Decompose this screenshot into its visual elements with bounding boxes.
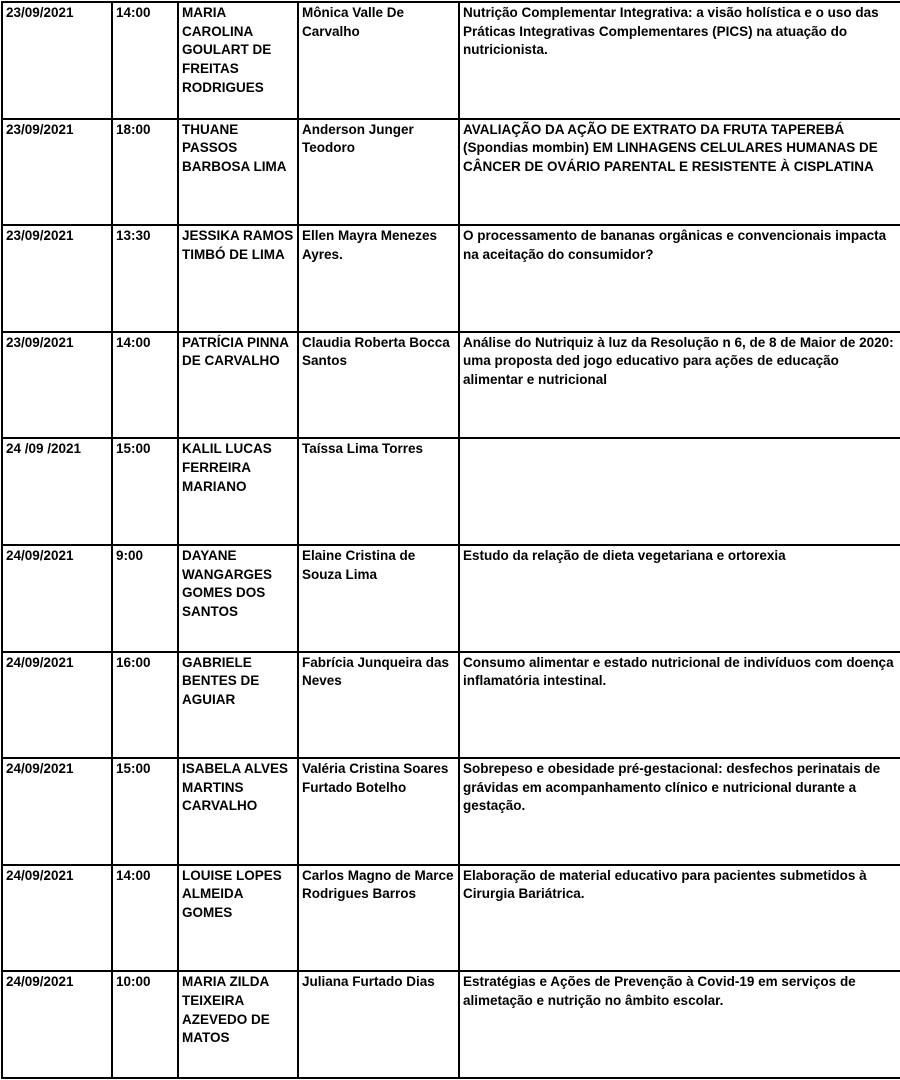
- cell-student-name: JESSIKA RAMOS TIMBÓ DE LIMA: [178, 225, 298, 332]
- cell-time: 13:30: [112, 225, 178, 332]
- cell-student-name: LOUISE LOPES ALMEIDA GOMES: [178, 865, 298, 972]
- cell-date: 24 /09 /2021: [2, 438, 112, 545]
- cell-student-name: DAYANE WANGARGES GOMES DOS SANTOS: [178, 545, 298, 652]
- table-row: [2, 545, 900, 652]
- cell-advisor-name: Valéria Cristina Soares Furtado Botelho: [298, 758, 459, 865]
- cell-student-name: MARIA CAROLINA GOULART DE FREITAS RODRIGUES: [178, 2, 298, 119]
- defense-schedule-table: [1, 1, 900, 1079]
- cell-time: 9:00: [112, 545, 178, 652]
- cell-date: 24/09/2021: [2, 545, 112, 652]
- table-row: [2, 652, 900, 759]
- cell-student-name: PATRÍCIA PINNA DE CARVALHO: [178, 332, 298, 439]
- cell-date: 24/09/2021: [2, 971, 112, 1078]
- table-row: [2, 225, 900, 332]
- cell-date: 24/09/2021: [2, 652, 112, 759]
- cell-work-title: Estudo da relação de dieta vegetariana e ortorexia: [459, 545, 900, 652]
- table-row: [2, 971, 900, 1078]
- cell-time: 15:00: [112, 438, 178, 545]
- cell-work-title: [459, 438, 900, 545]
- table-row: [2, 758, 900, 865]
- cell-time: 15:00: [112, 758, 178, 865]
- cell-work-title: Sobrepeso e obesidade pré-gestacional: desfechos perinatais de grávidas em acompanhamento clínico e nutricional durante a gestação.: [459, 758, 900, 865]
- cell-work-title: Elaboração de material educativo para pacientes submetidos à Cirurgia Bariátrica.: [459, 865, 900, 972]
- cell-student-name: MARIA ZILDA TEIXEIRA AZEVEDO DE MATOS: [178, 971, 298, 1078]
- cell-date: 23/09/2021: [2, 225, 112, 332]
- cell-work-title: AVALIAÇÃO DA AÇÃO DE EXTRATO DA FRUTA TAPEREBÁ (Spondias mombin) EM LINHAGENS CELULARES HUMANAS DE CÂNCER DE OVÁRIO PARENTAL E RESISTENTE À CISPLATINA: [459, 119, 900, 226]
- cell-work-title: Análise do Nutriquiz à luz da Resolução n 6, de 8 de Maior de 2020: uma proposta ded jogo educativo para ações de educação alimentar e nutricional: [459, 332, 900, 439]
- cell-student-name: KALIL LUCAS FERREIRA MARIANO: [178, 438, 298, 545]
- cell-time: 18:00: [112, 119, 178, 226]
- table-row: [2, 438, 900, 545]
- cell-advisor-name: Claudia Roberta Bocca Santos: [298, 332, 459, 439]
- cell-advisor-name: Elaine Cristina de Souza Lima: [298, 545, 459, 652]
- cell-time: 10:00: [112, 971, 178, 1078]
- cell-advisor-name: Anderson Junger Teodoro: [298, 119, 459, 226]
- cell-advisor-name: Carlos Magno de Marce Rodrigues Barros: [298, 865, 459, 972]
- cell-student-name: THUANE PASSOS BARBOSA LIMA: [178, 119, 298, 226]
- table-row: [2, 119, 900, 226]
- cell-date: 23/09/2021: [2, 332, 112, 439]
- cell-date: 24/09/2021: [2, 865, 112, 972]
- cell-advisor-name: Mônica Valle De Carvalho: [298, 2, 459, 119]
- cell-work-title: O processamento de bananas orgânicas e convencionais impacta na aceitação do consumidor?: [459, 225, 900, 332]
- cell-advisor-name: Taíssa Lima Torres: [298, 438, 459, 545]
- cell-work-title: Estratégias e Ações de Prevenção à Covid-19 em serviços de alimetação e nutrição no âmbito escolar.: [459, 971, 900, 1078]
- cell-date: 23/09/2021: [2, 119, 112, 226]
- cell-student-name: GABRIELE BENTES DE AGUIAR: [178, 652, 298, 759]
- cell-work-title: Nutrição Complementar Integrativa: a visão holística e o uso das Práticas Integrativas Complementares (PICS) na atuação do nutricionista.: [459, 2, 900, 119]
- table-row: [2, 2, 900, 119]
- cell-student-name: ISABELA ALVES MARTINS CARVALHO: [178, 758, 298, 865]
- cell-advisor-name: Ellen Mayra Menezes Ayres.: [298, 225, 459, 332]
- table-row: [2, 865, 900, 972]
- cell-advisor-name: Juliana Furtado Dias: [298, 971, 459, 1078]
- cell-date: 24/09/2021: [2, 758, 112, 865]
- cell-work-title: Consumo alimentar e estado nutricional de indivíduos com doença inflamatória intestinal.: [459, 652, 900, 759]
- cell-time: 16:00: [112, 652, 178, 759]
- cell-time: 14:00: [112, 865, 178, 972]
- cell-advisor-name: Fabrícia Junqueira das Neves: [298, 652, 459, 759]
- table-row: [2, 332, 900, 439]
- cell-date: 23/09/2021: [2, 2, 112, 119]
- cell-time: 14:00: [112, 332, 178, 439]
- cell-time: 14:00: [112, 2, 178, 119]
